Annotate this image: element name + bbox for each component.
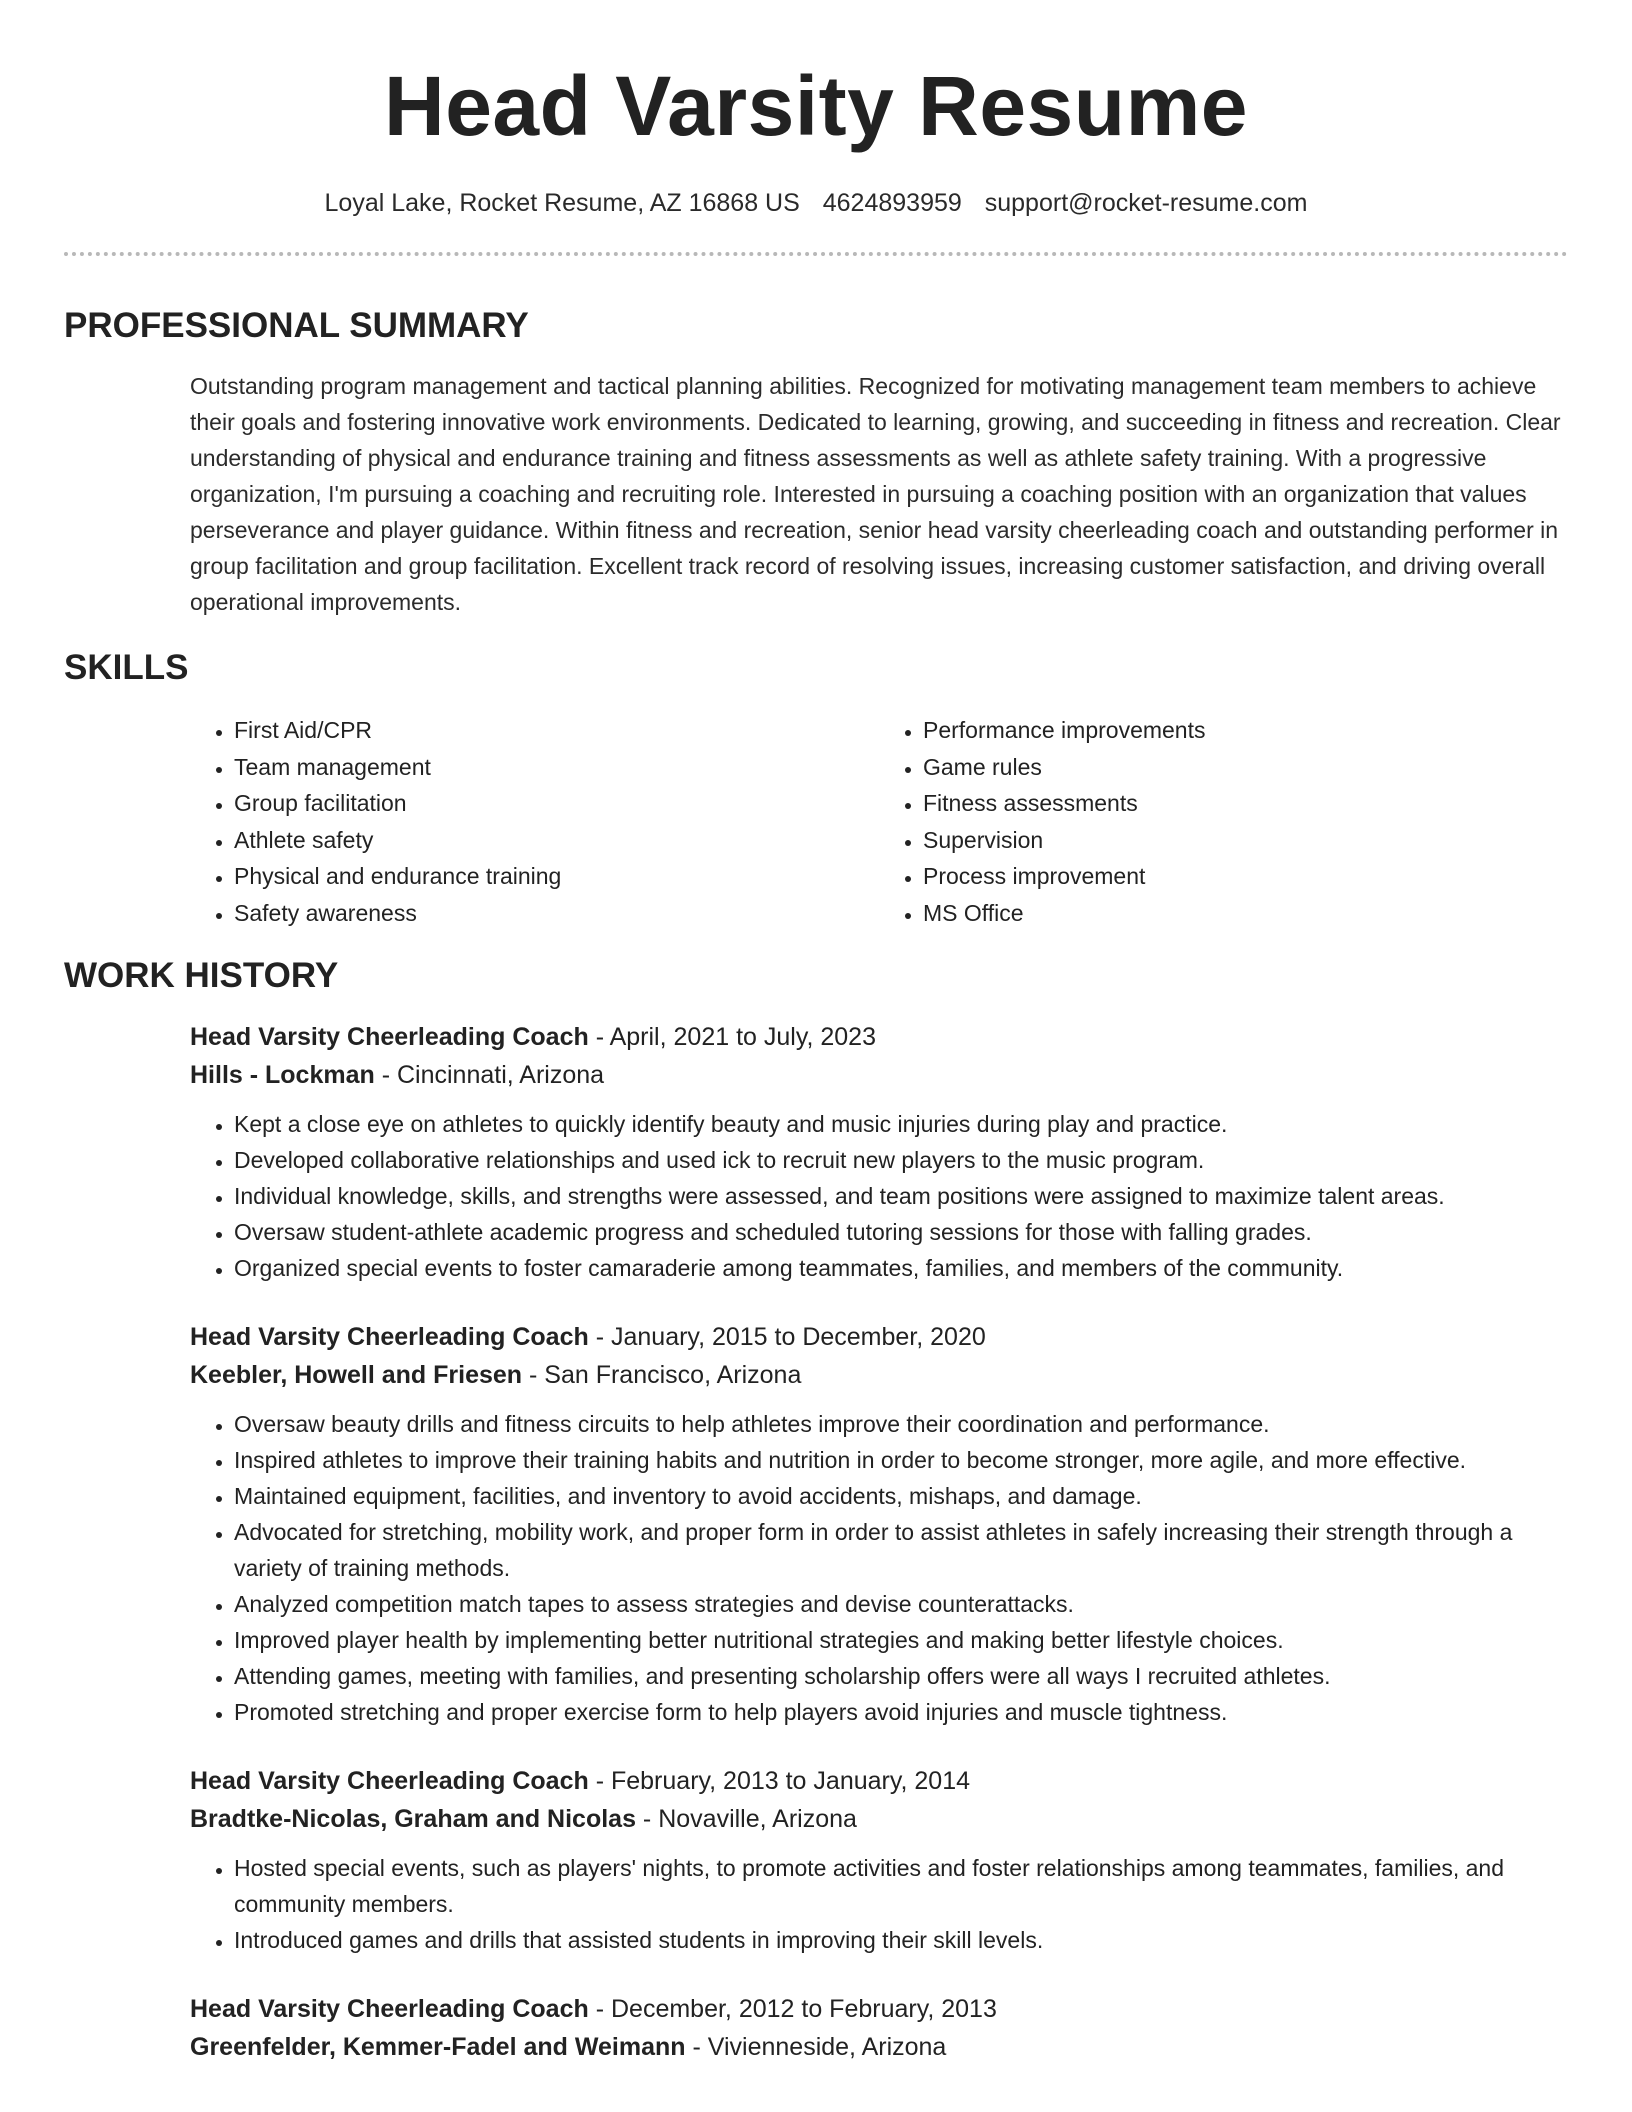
job-title-line	[190, 1990, 1568, 2028]
skill-item: • Game rules	[923, 749, 1568, 786]
job-bullet: • Developed collaborative relationships and used ick to recruit new players to the music program.	[234, 1142, 1568, 1178]
job-company: Keebler, Howell and Friesen	[190, 1361, 523, 1389]
job-company-line	[190, 1056, 1568, 1094]
job-location: - Vivienneside, Arizona	[685, 2033, 947, 2061]
job-title-line	[190, 1018, 1568, 1056]
header-divider	[64, 252, 1568, 256]
skill-item: • MS Office	[923, 895, 1568, 932]
job-bullet: • Promoted stretching and proper exercise form to help players avoid injuries and muscle tightness.	[234, 1694, 1568, 1730]
job-role: Head Varsity Cheerleading Coach	[190, 1767, 589, 1795]
skills-heading: SKILLS	[64, 648, 189, 687]
skill-item: • Fitness assessments	[923, 785, 1568, 822]
skill-item: • Group facilitation	[234, 785, 879, 822]
contact-address: Loyal Lake, Rocket Resume, AZ 16868 US	[324, 189, 800, 217]
skill-item: • First Aid/CPR	[234, 712, 879, 749]
skills-column-right	[879, 712, 1568, 931]
contact-line	[64, 188, 1568, 218]
job-dates: - January, 2015 to December, 2020	[588, 1323, 986, 1351]
job-bullets	[190, 1106, 1568, 1286]
job-role: Head Varsity Cheerleading Coach	[190, 1995, 589, 2023]
contact-phone: 4624893959	[822, 189, 962, 217]
job-bullets	[190, 1850, 1568, 1958]
job-bullet: • Advocated for stretching, mobility work, and proper form in order to assist athletes in safely increasing their strength through a variety of training methods.	[234, 1514, 1568, 1586]
job-entry	[190, 1318, 1568, 1730]
job-entry	[190, 1990, 1568, 2066]
job-entry	[190, 1762, 1568, 1958]
job-bullet: • Hosted special events, such as players' nights, to promote activities and foster relationships among teammates, families, and community members.	[234, 1850, 1568, 1922]
job-bullet: • Introduced games and drills that assisted students in improving their skill levels.	[234, 1922, 1568, 1958]
job-role: Head Varsity Cheerleading Coach	[190, 1023, 589, 1051]
job-company-line	[190, 1800, 1568, 1838]
job-location: - San Francisco, Arizona	[522, 1361, 802, 1389]
job-bullet: • Improved player health by implementing better nutritional strategies and making better lifestyle choices.	[234, 1622, 1568, 1658]
job-dates: - February, 2013 to January, 2014	[588, 1767, 971, 1795]
job-bullet: • Organized special events to foster camaraderie among teammates, families, and members of the community.	[234, 1250, 1568, 1286]
job-bullet: • Oversaw student-athlete academic progress and scheduled tutoring sessions for those with falling grades.	[234, 1214, 1568, 1250]
job-dates: - December, 2012 to February, 2013	[588, 1995, 997, 2023]
job-bullet: • Maintained equipment, facilities, and inventory to avoid accidents, mishaps, and damage.	[234, 1478, 1568, 1514]
job-title-line	[190, 1318, 1568, 1356]
job-location: - Novaville, Arizona	[635, 1805, 857, 1833]
skill-item: • Supervision	[923, 822, 1568, 859]
job-company-line	[190, 1356, 1568, 1394]
skill-item: • Athlete safety	[234, 822, 879, 859]
job-dates: - April, 2021 to July, 2023	[588, 1023, 876, 1051]
skill-item: • Performance improvements	[923, 712, 1568, 749]
resume-title: Head Varsity Resume	[384, 59, 1248, 153]
job-location: - Cincinnati, Arizona	[374, 1061, 605, 1089]
job-title-line	[190, 1762, 1568, 1800]
skill-item: • Physical and endurance training	[234, 858, 879, 895]
skills-column-left	[190, 712, 879, 931]
job-bullet: • Analyzed competition match tapes to assess strategies and devise counterattacks.	[234, 1586, 1568, 1622]
job-bullets	[190, 1406, 1568, 1730]
job-company: Bradtke-Nicolas, Graham and Nicolas	[190, 1805, 636, 1833]
job-bullet: • Oversaw beauty drills and fitness circuits to help athletes improve their coordination and performance.	[234, 1406, 1568, 1442]
job-company-line	[190, 2028, 1568, 2066]
job-role: Head Varsity Cheerleading Coach	[190, 1323, 589, 1351]
summary-heading: PROFESSIONAL SUMMARY	[64, 306, 529, 345]
job-bullet: • Individual knowledge, skills, and strengths were assessed, and team positions were assigned to maximize talent areas.	[234, 1178, 1568, 1214]
job-bullet: • Kept a close eye on athletes to quickly identify beauty and music injuries during play and practice.	[234, 1106, 1568, 1142]
job-company: Greenfelder, Kemmer-Fadel and Weimann	[190, 2033, 686, 2061]
contact-email: support@rocket-resume.com	[984, 189, 1308, 217]
skill-item: • Team management	[234, 749, 879, 786]
job-entry	[190, 1018, 1568, 1286]
work-history-heading: WORK HISTORY	[64, 956, 339, 995]
summary-text: Outstanding program management and tactical planning abilities. Recognized for motivating management team members to achieve their goals and fostering innovative work environments. Dedicated to learning, growing, and succeeding in fitness and recreation. Clear understanding of physical and endurance training and fitness assessments as well as athlete safety training. With a progressive organization, I'm pursuing a coaching and recruiting role. Interested in pursuing a coaching position with an organization that values perseverance and player guidance. Within fitness and recreation, senior head varsity cheerleading coach and outstanding performer in group facilitation and group facilitation. Excellent track record of resolving issues, increasing customer satisfaction, and driving overall operational improvements.	[190, 373, 1561, 615]
job-company: Hills - Lockman	[190, 1061, 375, 1089]
skills-list	[190, 712, 1568, 931]
skill-item: • Process improvement	[923, 858, 1568, 895]
job-bullet: • Attending games, meeting with families, and presenting scholarship offers were all ways I recruited athletes.	[234, 1658, 1568, 1694]
job-bullet: • Inspired athletes to improve their training habits and nutrition in order to become stronger, more agile, and more effective.	[234, 1442, 1568, 1478]
skill-item: • Safety awareness	[234, 895, 879, 932]
